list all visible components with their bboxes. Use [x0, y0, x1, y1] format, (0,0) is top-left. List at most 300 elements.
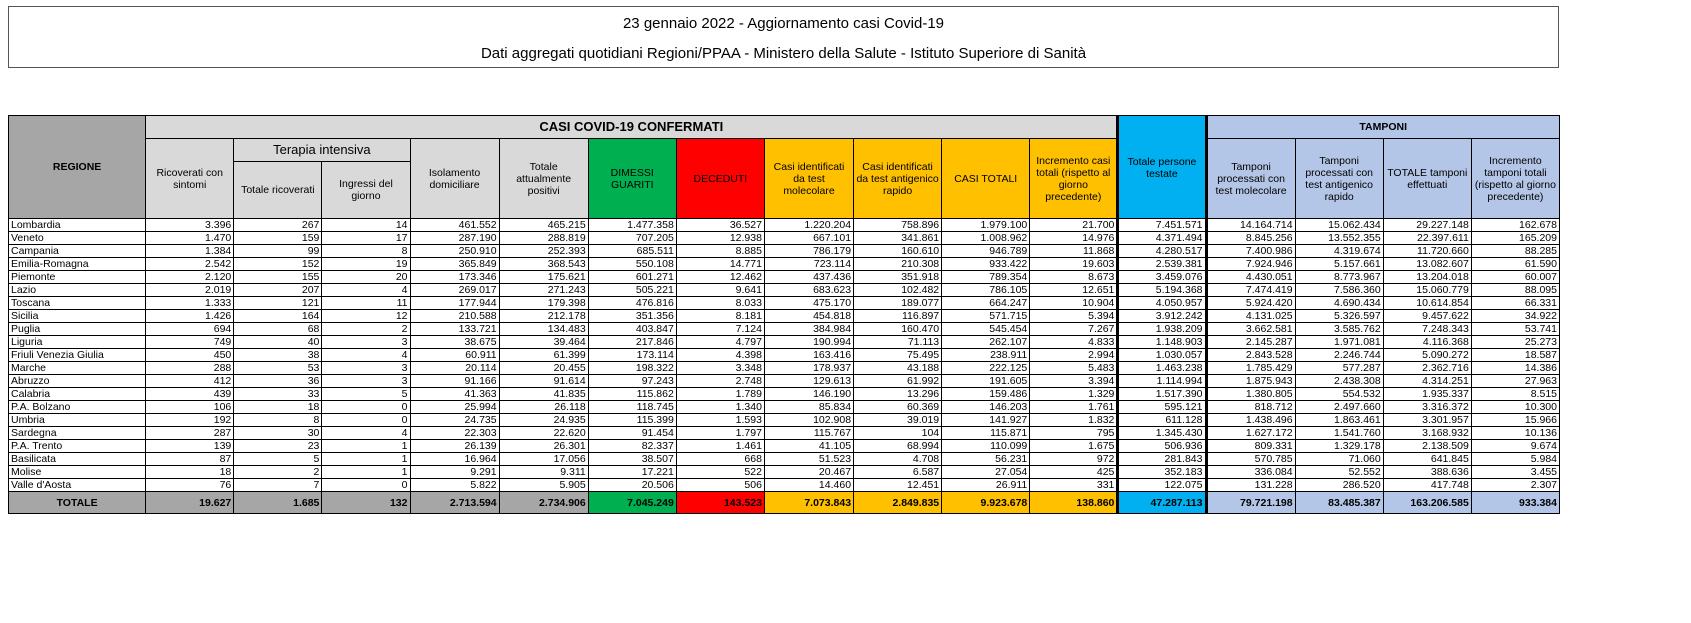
cell-incremento-casi: 1.761	[1030, 401, 1118, 414]
cell-casi-molecolare: 163.416	[764, 349, 853, 362]
cell-isolamento: 24.735	[410, 414, 499, 427]
table-row	[9, 453, 1560, 466]
cell-casi-totali: 545.454	[942, 323, 1030, 336]
cell-casi-antigenico: 43.188	[854, 362, 942, 375]
total-cell-totale-ricoverati: 1.685	[234, 492, 322, 514]
total-cell-casi-antigenico: 2.849.835	[854, 492, 942, 514]
cell-incremento-tamponi: 18.587	[1471, 349, 1559, 362]
report-subtitle: Dati aggregati quotidiani Regioni/PPAA - Ministero della Salute - Istituto Superiore di Sanità	[480, 45, 1087, 62]
cell-dimessi: 173.114	[588, 349, 676, 362]
cell-dimessi: 476.816	[588, 297, 676, 310]
cell-casi-molecolare: 85.834	[764, 401, 853, 414]
cell-positivi: 20.455	[499, 362, 588, 375]
cell-ricoverati: 1.384	[146, 245, 234, 258]
cell-persone-testate: 4.050.957	[1118, 297, 1206, 310]
cell-isolamento: 461.552	[410, 219, 499, 232]
cell-casi-molecolare: 786.179	[764, 245, 853, 258]
table-row	[9, 310, 1560, 323]
cell-dimessi: 17.221	[588, 466, 676, 479]
cell-tamponi-antigenico: 1.863.461	[1295, 414, 1383, 427]
cell-ingressi: 0	[322, 401, 410, 414]
cell-incremento-casi: 10.904	[1030, 297, 1118, 310]
report-title-box	[8, 6, 1559, 68]
cell-casi-totali: 110.099	[942, 440, 1030, 453]
cell-casi-antigenico: 102.482	[854, 284, 942, 297]
table-row	[9, 414, 1560, 427]
cell-dimessi: 97.243	[588, 375, 676, 388]
cell-deceduti: 1.797	[676, 427, 764, 440]
cell-tamponi-molecolare: 1.785.429	[1206, 362, 1295, 375]
cell-totale-ricoverati: 23	[234, 440, 322, 453]
cell-casi-molecolare: 190.994	[764, 336, 853, 349]
cell-persone-testate: 5.194.368	[1118, 284, 1206, 297]
cell-tamponi-totale: 2.362.716	[1383, 362, 1471, 375]
cell-casi-antigenico: 75.495	[854, 349, 942, 362]
cell-positivi: 17.056	[499, 453, 588, 466]
header-casi-antigenico: Casi identificati da test antigenico rapido	[854, 139, 942, 219]
cell-casi-molecolare: 51.523	[764, 453, 853, 466]
header-terapia-intensiva: Terapia intensiva	[234, 139, 410, 162]
cell-deceduti: 4.398	[676, 349, 764, 362]
cell-tamponi-antigenico: 2.246.744	[1295, 349, 1383, 362]
header-ricoverati: Ricoverati con sintomi	[146, 139, 234, 219]
cell-tamponi-molecolare: 1.438.496	[1206, 414, 1295, 427]
cell-tamponi-antigenico: 13.552.355	[1295, 232, 1383, 245]
cell-casi-antigenico: 104	[854, 427, 942, 440]
cell-persone-testate: 595.121	[1118, 401, 1206, 414]
cell-regione: Valle d'Aosta	[9, 479, 146, 492]
cell-casi-molecolare: 129.613	[764, 375, 853, 388]
cell-tamponi-totale: 11.720.660	[1383, 245, 1471, 258]
cell-incremento-tamponi: 14.386	[1471, 362, 1559, 375]
cell-incremento-casi: 7.267	[1030, 323, 1118, 336]
cell-isolamento: 41.363	[410, 388, 499, 401]
cell-casi-antigenico: 116.897	[854, 310, 942, 323]
total-cell-casi-totali: 9.923.678	[942, 492, 1030, 514]
cell-ingressi: 11	[322, 297, 410, 310]
cell-deceduti: 9.641	[676, 284, 764, 297]
cell-tamponi-antigenico: 2.497.660	[1295, 401, 1383, 414]
cell-casi-molecolare: 723.114	[764, 258, 853, 271]
cell-ingressi: 19	[322, 258, 410, 271]
table-row	[9, 388, 1560, 401]
cell-positivi: 26.118	[499, 401, 588, 414]
cell-ricoverati: 87	[146, 453, 234, 466]
cell-tamponi-totale: 417.748	[1383, 479, 1471, 492]
header-tamponi-totale: TOTALE tamponi effettuati	[1383, 139, 1471, 219]
table-row	[9, 349, 1560, 362]
cell-ricoverati: 287	[146, 427, 234, 440]
cell-isolamento: 365.849	[410, 258, 499, 271]
cell-tamponi-totale: 9.457.622	[1383, 310, 1471, 323]
cell-totale-ricoverati: 5	[234, 453, 322, 466]
cell-dimessi: 351.356	[588, 310, 676, 323]
cell-dimessi: 707.205	[588, 232, 676, 245]
cell-regione: Friuli Venezia Giulia	[9, 349, 146, 362]
cell-tamponi-antigenico: 1.329.178	[1295, 440, 1383, 453]
cell-regione: Umbria	[9, 414, 146, 427]
cell-totale-ricoverati: 155	[234, 271, 322, 284]
cell-positivi: 61.399	[499, 349, 588, 362]
cell-isolamento: 250.910	[410, 245, 499, 258]
cell-tamponi-totale: 5.090.272	[1383, 349, 1471, 362]
cell-ricoverati: 2.120	[146, 271, 234, 284]
cell-casi-totali: 141.927	[942, 414, 1030, 427]
cell-positivi: 134.483	[499, 323, 588, 336]
cell-positivi: 252.393	[499, 245, 588, 258]
cell-tamponi-molecolare: 131.228	[1206, 479, 1295, 492]
cell-regione: Lombardia	[9, 219, 146, 232]
cell-tamponi-molecolare: 4.131.025	[1206, 310, 1295, 323]
cell-persone-testate: 1.345.430	[1118, 427, 1206, 440]
cell-tamponi-antigenico: 4.319.674	[1295, 245, 1383, 258]
cell-totale-ricoverati: 164	[234, 310, 322, 323]
cell-incremento-tamponi: 53.741	[1471, 323, 1559, 336]
cell-tamponi-totale: 13.082.607	[1383, 258, 1471, 271]
cell-isolamento: 177.944	[410, 297, 499, 310]
cell-totale-ricoverati: 152	[234, 258, 322, 271]
cell-tamponi-molecolare: 4.430.051	[1206, 271, 1295, 284]
total-cell-positivi: 2.734.906	[499, 492, 588, 514]
cell-dimessi: 20.506	[588, 479, 676, 492]
cell-totale-ricoverati: 36	[234, 375, 322, 388]
cell-incremento-casi: 425	[1030, 466, 1118, 479]
cell-incremento-tamponi: 66.331	[1471, 297, 1559, 310]
cell-incremento-tamponi: 27.963	[1471, 375, 1559, 388]
cell-incremento-casi: 2.994	[1030, 349, 1118, 362]
cell-incremento-casi: 3.394	[1030, 375, 1118, 388]
cell-ricoverati: 106	[146, 401, 234, 414]
cell-tamponi-totale: 29.227.148	[1383, 219, 1471, 232]
cell-ingressi: 3	[322, 336, 410, 349]
total-cell-deceduti: 143.523	[676, 492, 764, 514]
cell-casi-totali: 222.125	[942, 362, 1030, 375]
header-incremento-casi: Incremento casi totali (rispetto al giorno precedente)	[1030, 139, 1118, 219]
cell-deceduti: 1.593	[676, 414, 764, 427]
cell-deceduti: 12.938	[676, 232, 764, 245]
cell-totale-ricoverati: 30	[234, 427, 322, 440]
cell-tamponi-antigenico: 7.586.360	[1295, 284, 1383, 297]
cell-casi-totali: 27.054	[942, 466, 1030, 479]
cell-totale-ricoverati: 68	[234, 323, 322, 336]
cell-regione: Piemonte	[9, 271, 146, 284]
header-casi-confermati: CASI COVID-19 CONFERMATI	[146, 116, 1118, 139]
cell-ingressi: 0	[322, 479, 410, 492]
cell-deceduti: 4.797	[676, 336, 764, 349]
table-row	[9, 219, 1560, 232]
header-incremento-tamponi: Incremento tamponi totali (rispetto al giorno precedente)	[1471, 139, 1559, 219]
cell-ingressi: 4	[322, 349, 410, 362]
cell-deceduti: 3.348	[676, 362, 764, 375]
cell-incremento-casi: 8.673	[1030, 271, 1118, 284]
header-tamponi-molecolare: Tamponi processati con test molecolare	[1206, 139, 1295, 219]
cell-incremento-tamponi: 9.674	[1471, 440, 1559, 453]
cell-persone-testate: 1.517.390	[1118, 388, 1206, 401]
cell-ricoverati: 1.333	[146, 297, 234, 310]
cell-ingressi: 14	[322, 219, 410, 232]
cell-isolamento: 91.166	[410, 375, 499, 388]
cell-regione: Calabria	[9, 388, 146, 401]
cell-incremento-tamponi: 61.590	[1471, 258, 1559, 271]
cell-isolamento: 9.291	[410, 466, 499, 479]
cell-regione: Toscana	[9, 297, 146, 310]
cell-ingressi: 20	[322, 271, 410, 284]
header-regione: REGIONE	[9, 116, 146, 219]
cell-deceduti: 1.789	[676, 388, 764, 401]
cell-deceduti: 36.527	[676, 219, 764, 232]
cell-dimessi: 217.846	[588, 336, 676, 349]
cell-deceduti: 8.181	[676, 310, 764, 323]
cell-tamponi-molecolare: 570.785	[1206, 453, 1295, 466]
cell-totale-ricoverati: 207	[234, 284, 322, 297]
cell-casi-antigenico: 71.113	[854, 336, 942, 349]
cell-tamponi-antigenico: 71.060	[1295, 453, 1383, 466]
cell-ricoverati: 3.396	[146, 219, 234, 232]
table-row	[9, 440, 1560, 453]
cell-regione: P.A. Trento	[9, 440, 146, 453]
cell-deceduti: 8.885	[676, 245, 764, 258]
cell-persone-testate: 3.459.076	[1118, 271, 1206, 284]
cell-tamponi-totale: 3.316.372	[1383, 401, 1471, 414]
table-row	[9, 245, 1560, 258]
cell-tamponi-molecolare: 1.380.805	[1206, 388, 1295, 401]
cell-incremento-tamponi: 162.678	[1471, 219, 1559, 232]
cell-incremento-casi: 21.700	[1030, 219, 1118, 232]
cell-ingressi: 2	[322, 323, 410, 336]
cell-casi-antigenico: 351.918	[854, 271, 942, 284]
cell-casi-molecolare: 454.818	[764, 310, 853, 323]
cell-persone-testate: 122.075	[1118, 479, 1206, 492]
cell-persone-testate: 281.843	[1118, 453, 1206, 466]
cell-positivi: 41.835	[499, 388, 588, 401]
cell-incremento-casi: 11.868	[1030, 245, 1118, 258]
cell-casi-totali: 786.105	[942, 284, 1030, 297]
cell-positivi: 26.301	[499, 440, 588, 453]
cell-casi-totali: 946.789	[942, 245, 1030, 258]
cell-totale-ricoverati: 33	[234, 388, 322, 401]
cell-totale-ricoverati: 159	[234, 232, 322, 245]
cell-tamponi-molecolare: 2.145.287	[1206, 336, 1295, 349]
cell-dimessi: 115.399	[588, 414, 676, 427]
cell-casi-molecolare: 178.937	[764, 362, 853, 375]
cell-deceduti: 506	[676, 479, 764, 492]
cell-tamponi-antigenico: 4.690.434	[1295, 297, 1383, 310]
cell-ricoverati: 412	[146, 375, 234, 388]
cell-dimessi: 118.745	[588, 401, 676, 414]
cell-casi-antigenico: 160.610	[854, 245, 942, 258]
cell-casi-molecolare: 102.908	[764, 414, 853, 427]
cell-isolamento: 287.190	[410, 232, 499, 245]
total-cell-tamponi-molecolare: 79.721.198	[1206, 492, 1295, 514]
cell-ingressi: 1	[322, 453, 410, 466]
header-deceduti: DECEDUTI	[676, 139, 764, 219]
cell-isolamento: 269.017	[410, 284, 499, 297]
table-row	[9, 401, 1560, 414]
cell-ingressi: 1	[322, 466, 410, 479]
table-row	[9, 427, 1560, 440]
cell-isolamento: 16.964	[410, 453, 499, 466]
cell-regione: Basilicata	[9, 453, 146, 466]
cell-incremento-tamponi: 15.966	[1471, 414, 1559, 427]
cell-tamponi-molecolare: 14.164.714	[1206, 219, 1295, 232]
total-cell-casi-molecolare: 7.073.843	[764, 492, 853, 514]
cell-ricoverati: 139	[146, 440, 234, 453]
table-row	[9, 271, 1560, 284]
cell-incremento-tamponi: 34.922	[1471, 310, 1559, 323]
cell-casi-antigenico: 210.308	[854, 258, 942, 271]
cell-ricoverati: 2.019	[146, 284, 234, 297]
cell-ricoverati: 18	[146, 466, 234, 479]
cell-casi-molecolare: 384.984	[764, 323, 853, 336]
cell-tamponi-totale: 22.397.611	[1383, 232, 1471, 245]
cell-isolamento: 22.303	[410, 427, 499, 440]
table-body	[9, 219, 1560, 514]
cell-ingressi: 1	[322, 440, 410, 453]
table-row	[9, 323, 1560, 336]
cell-ricoverati: 288	[146, 362, 234, 375]
cell-tamponi-totale: 4.314.251	[1383, 375, 1471, 388]
cell-casi-totali: 115.871	[942, 427, 1030, 440]
cell-persone-testate: 352.183	[1118, 466, 1206, 479]
cell-incremento-casi: 972	[1030, 453, 1118, 466]
table-row	[9, 336, 1560, 349]
cell-casi-totali: 933.422	[942, 258, 1030, 271]
total-cell-regione: TOTALE	[9, 492, 146, 514]
cell-casi-molecolare: 20.467	[764, 466, 853, 479]
cell-ricoverati: 694	[146, 323, 234, 336]
cell-tamponi-molecolare: 818.712	[1206, 401, 1295, 414]
cell-isolamento: 38.675	[410, 336, 499, 349]
cell-deceduti: 7.124	[676, 323, 764, 336]
total-cell-isolamento: 2.713.594	[410, 492, 499, 514]
cell-persone-testate: 2.539.381	[1118, 258, 1206, 271]
cell-incremento-casi: 1.675	[1030, 440, 1118, 453]
covid-data-table	[8, 115, 1560, 514]
cell-tamponi-antigenico: 15.062.434	[1295, 219, 1383, 232]
cell-casi-totali: 571.715	[942, 310, 1030, 323]
cell-incremento-casi: 4.833	[1030, 336, 1118, 349]
cell-tamponi-antigenico: 577.287	[1295, 362, 1383, 375]
cell-dimessi: 91.454	[588, 427, 676, 440]
cell-totale-ricoverati: 7	[234, 479, 322, 492]
cell-casi-totali: 664.247	[942, 297, 1030, 310]
cell-tamponi-totale: 10.614.854	[1383, 297, 1471, 310]
cell-casi-antigenico: 6.587	[854, 466, 942, 479]
cell-incremento-casi: 331	[1030, 479, 1118, 492]
cell-tamponi-totale: 388.636	[1383, 466, 1471, 479]
cell-casi-antigenico: 160.470	[854, 323, 942, 336]
cell-isolamento: 26.139	[410, 440, 499, 453]
cell-tamponi-molecolare: 3.662.581	[1206, 323, 1295, 336]
table-row	[9, 479, 1560, 492]
cell-ingressi: 3	[322, 375, 410, 388]
cell-regione: P.A. Bolzano	[9, 401, 146, 414]
cell-casi-molecolare: 667.101	[764, 232, 853, 245]
header-isolamento: Isolamento domiciliare	[410, 139, 499, 219]
cell-regione: Sicilia	[9, 310, 146, 323]
cell-persone-testate: 506.936	[1118, 440, 1206, 453]
total-cell-ingressi: 132	[322, 492, 410, 514]
total-cell-tamponi-totale: 163.206.585	[1383, 492, 1471, 514]
cell-casi-totali: 146.203	[942, 401, 1030, 414]
cell-ingressi: 17	[322, 232, 410, 245]
cell-persone-testate: 1.148.903	[1118, 336, 1206, 349]
cell-ricoverati: 2.542	[146, 258, 234, 271]
cell-tamponi-totale: 7.248.343	[1383, 323, 1471, 336]
cell-persone-testate: 3.912.242	[1118, 310, 1206, 323]
cell-regione: Liguria	[9, 336, 146, 349]
cell-ingressi: 4	[322, 284, 410, 297]
cell-deceduti: 668	[676, 453, 764, 466]
cell-casi-molecolare: 14.460	[764, 479, 853, 492]
total-cell-tamponi-antigenico: 83.485.387	[1295, 492, 1383, 514]
cell-casi-totali: 26.911	[942, 479, 1030, 492]
cell-incremento-casi: 5.483	[1030, 362, 1118, 375]
cell-positivi: 288.819	[499, 232, 588, 245]
cell-ricoverati: 192	[146, 414, 234, 427]
cell-tamponi-totale: 2.138.509	[1383, 440, 1471, 453]
table-row	[9, 466, 1560, 479]
cell-positivi: 179.398	[499, 297, 588, 310]
cell-incremento-tamponi: 2.307	[1471, 479, 1559, 492]
cell-persone-testate: 1.938.209	[1118, 323, 1206, 336]
table-row	[9, 232, 1560, 245]
cell-casi-molecolare: 146.190	[764, 388, 853, 401]
cell-incremento-tamponi: 5.984	[1471, 453, 1559, 466]
cell-tamponi-molecolare: 8.845.256	[1206, 232, 1295, 245]
cell-casi-antigenico: 12.451	[854, 479, 942, 492]
cell-totale-ricoverati: 38	[234, 349, 322, 362]
cell-tamponi-molecolare: 1.627.172	[1206, 427, 1295, 440]
cell-regione: Lazio	[9, 284, 146, 297]
cell-casi-antigenico: 758.896	[854, 219, 942, 232]
cell-positivi: 9.311	[499, 466, 588, 479]
cell-regione: Veneto	[9, 232, 146, 245]
cell-tamponi-totale: 1.935.337	[1383, 388, 1471, 401]
cell-dimessi: 82.337	[588, 440, 676, 453]
cell-persone-testate: 1.114.994	[1118, 375, 1206, 388]
cell-positivi: 91.614	[499, 375, 588, 388]
cell-tamponi-antigenico: 1.971.081	[1295, 336, 1383, 349]
cell-incremento-tamponi: 88.285	[1471, 245, 1559, 258]
cell-tamponi-molecolare: 7.474.419	[1206, 284, 1295, 297]
header-tamponi: TAMPONI	[1206, 116, 1560, 139]
cell-casi-molecolare: 41.105	[764, 440, 853, 453]
cell-tamponi-molecolare: 5.924.420	[1206, 297, 1295, 310]
cell-casi-totali: 1.008.962	[942, 232, 1030, 245]
cell-ingressi: 5	[322, 388, 410, 401]
cell-totale-ricoverati: 40	[234, 336, 322, 349]
cell-ingressi: 4	[322, 427, 410, 440]
cell-totale-ricoverati: 267	[234, 219, 322, 232]
cell-isolamento: 25.994	[410, 401, 499, 414]
cell-dimessi: 403.847	[588, 323, 676, 336]
cell-ricoverati: 1.470	[146, 232, 234, 245]
cell-regione: Campania	[9, 245, 146, 258]
cell-deceduti: 14.771	[676, 258, 764, 271]
cell-deceduti: 1.340	[676, 401, 764, 414]
cell-ricoverati: 439	[146, 388, 234, 401]
header-totale-ricoverati: Totale ricoverati	[234, 162, 322, 219]
cell-dimessi: 550.108	[588, 258, 676, 271]
cell-incremento-tamponi: 10.136	[1471, 427, 1559, 440]
cell-dimessi: 505.221	[588, 284, 676, 297]
cell-persone-testate: 7.451.571	[1118, 219, 1206, 232]
cell-tamponi-antigenico: 3.585.762	[1295, 323, 1383, 336]
table-row	[9, 258, 1560, 271]
cell-isolamento: 173.346	[410, 271, 499, 284]
cell-tamponi-totale: 3.301.957	[1383, 414, 1471, 427]
